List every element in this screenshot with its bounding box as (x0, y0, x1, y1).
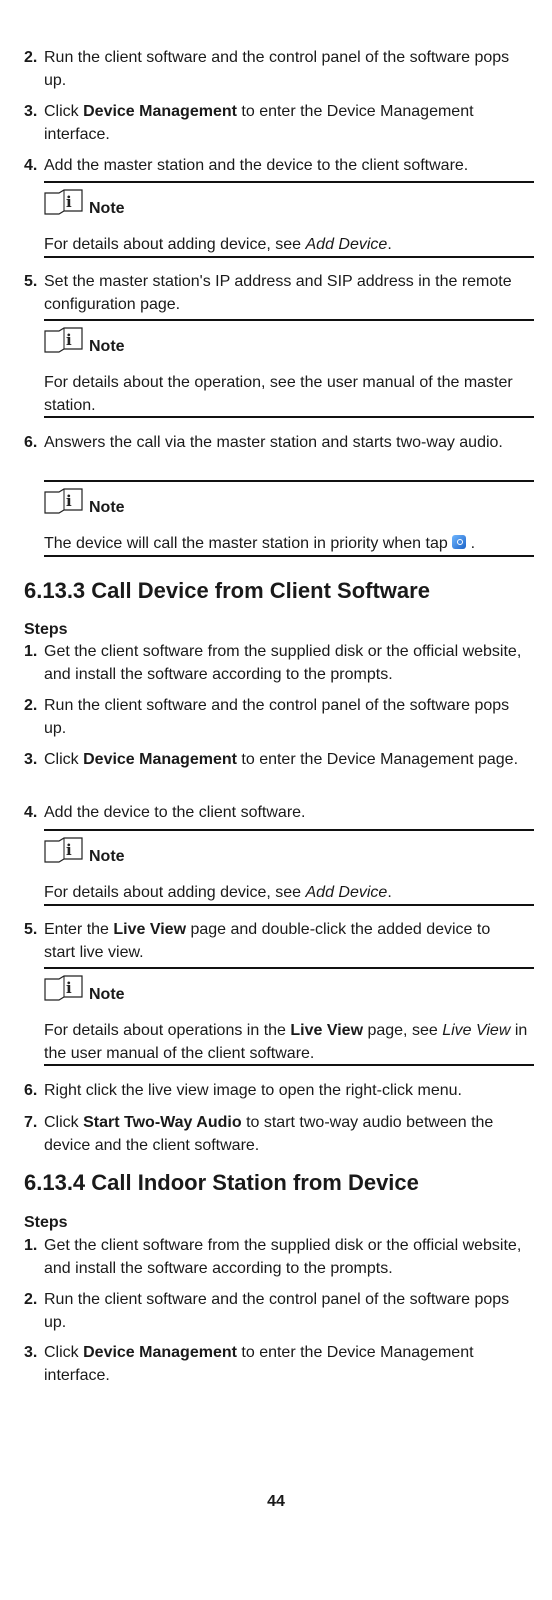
steps-label: Steps (24, 1214, 68, 1231)
note-text: For details about operations in the Live View page, see Live View in the user manual of the client software. (44, 1022, 528, 1062)
step-number: 7. (24, 1114, 38, 1131)
step-number: 5. (24, 921, 38, 938)
note-label: Note (89, 200, 125, 217)
step-item (24, 694, 524, 740)
step-item (24, 748, 524, 771)
step-text: Click Start Two-Way Audio to start two-way audio between the device and the client software. (44, 1114, 494, 1154)
step-number: 3. (24, 751, 38, 768)
step-item (24, 431, 524, 454)
step-item (24, 1079, 524, 1102)
step-item (24, 1234, 524, 1280)
note-top-rule (44, 967, 534, 969)
step-number: 3. (24, 103, 38, 120)
note-bottom-rule (44, 256, 534, 258)
step-item (24, 1111, 524, 1157)
step-number: 4. (24, 157, 38, 174)
ui-term: Device Management (83, 751, 237, 768)
note-label: Note (89, 499, 125, 516)
step-number: 2. (24, 49, 38, 66)
step-item (24, 100, 524, 146)
note-top-rule (44, 480, 534, 482)
step-item (24, 918, 524, 964)
step-text: Get the client software from the supplied disk or the official website, and install the software according to the prompts. (44, 1237, 522, 1277)
step-item (24, 270, 524, 316)
note-box (44, 181, 534, 259)
note-bottom-rule (44, 555, 534, 557)
ui-term: Live View (113, 921, 187, 938)
ui-term: Start Two-Way Audio (83, 1114, 242, 1131)
note-bottom-rule (44, 1064, 534, 1066)
note-label: Note (89, 338, 125, 355)
step-number: 6. (24, 1082, 38, 1099)
step-text: Get the client software from the supplied disk or the official website, and install the software according to the prompts. (44, 643, 522, 683)
step-text: Answers the call via the master station and starts two-way audio. (44, 434, 503, 451)
section-heading: 6.13.4 Call Indoor Station from Device (24, 1170, 419, 1195)
step-number: 2. (24, 1291, 38, 1308)
note-text: The device will call the master station in priority when tap . (44, 535, 476, 552)
step-item (24, 801, 524, 824)
steps-label: Steps (24, 621, 68, 638)
note-box (44, 829, 534, 907)
page-number: 44 (267, 1493, 285, 1510)
ui-term: Device Management (83, 103, 237, 120)
svg-text:i: i (66, 979, 72, 997)
step-number: 6. (24, 434, 38, 451)
note-box (44, 319, 534, 419)
note-box (44, 480, 534, 558)
note-label: Note (89, 848, 125, 865)
step-text: Add the master station and the device to the client software. (44, 157, 469, 174)
step-number: 4. (24, 804, 38, 821)
step-text: Run the client software and the control panel of the software pops up. (44, 697, 510, 737)
step-number: 5. (24, 273, 38, 290)
note-text: For details about adding device, see Add Device. (44, 236, 392, 253)
step-text: Right click the live view image to open the right-click menu. (44, 1082, 462, 1099)
note-bottom-rule (44, 904, 534, 906)
step-number: 1. (24, 643, 38, 660)
step-text: Add the device to the client software. (44, 804, 306, 821)
note-info-icon (44, 189, 84, 215)
note-text: For details about the operation, see the user manual of the master station. (44, 374, 513, 414)
step-number: 1. (24, 1237, 38, 1254)
note-info-icon (44, 488, 84, 514)
step-number: 2. (24, 697, 38, 714)
step-item (24, 1288, 524, 1334)
note-box (44, 967, 534, 1067)
step-text: Run the client software and the control panel of the software pops up. (44, 1291, 510, 1331)
svg-text:i: i (66, 193, 72, 211)
note-top-rule (44, 829, 534, 831)
step-text: Enter the Live View page and double-click the added device to start live view. (44, 921, 491, 961)
step-number: 3. (24, 1344, 38, 1361)
svg-text:i: i (66, 492, 72, 510)
step-text: Set the master station's IP address and SIP address in the remote configuration page. (44, 273, 512, 313)
note-label: Note (89, 986, 125, 1003)
call-button-icon (452, 535, 466, 549)
step-item (24, 46, 524, 92)
note-bottom-rule (44, 416, 534, 418)
step-item (24, 154, 524, 177)
svg-text:i: i (66, 331, 72, 349)
ui-term: Device Management (83, 1344, 237, 1361)
step-text: Click Device Management to enter the Device Management interface. (44, 103, 474, 143)
note-info-icon (44, 975, 84, 1001)
step-text: Run the client software and the control panel of the software pops up. (44, 49, 510, 89)
step-text: Click Device Management to enter the Device Management interface. (44, 1344, 474, 1384)
note-text: For details about adding device, see Add Device. (44, 884, 392, 901)
note-info-icon (44, 837, 84, 863)
step-text: Click Device Management to enter the Device Management page. (44, 751, 519, 768)
section-heading: 6.13.3 Call Device from Client Software (24, 578, 430, 603)
note-top-rule (44, 319, 534, 321)
note-top-rule (44, 181, 534, 183)
note-info-icon (44, 327, 84, 353)
step-item (24, 1341, 524, 1387)
svg-text:i: i (66, 841, 72, 859)
step-item (24, 640, 524, 686)
